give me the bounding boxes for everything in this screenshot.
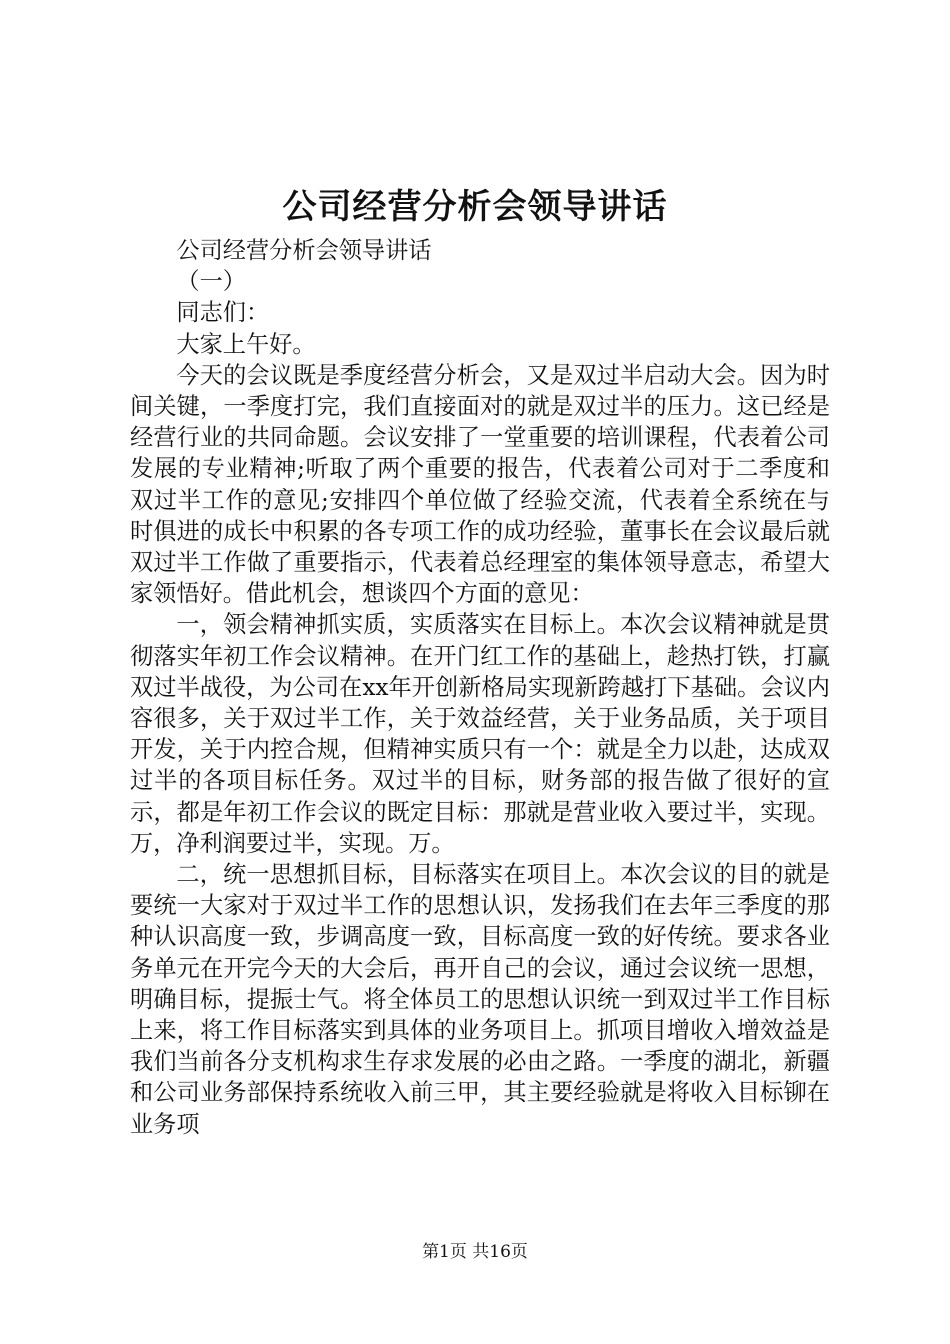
salutation-paragraph: 同志们：	[176, 299, 270, 327]
point-one-paragraph: 一，领会精神抓实质，实质落实在目标上。本次会议精神就是贯彻落实年初工作会议精神。在开门红工作的基础上，趁热打铁，打赢双过半战役，为公司在xx年开创新格局实现新跨越打下基础。会议内容很多，关于双过半工作，关于效益经营，关于业务品质，关于项目开发，关于内控合规，但精神实质只有一个：就是全力以赴，达成双过半的各项目标任务。双过半的目标，财务部的报告做了很好的宣示，都是年初工作会议的既定目标：那就是营业收入要过半，实现。万，净利润要过半，实现。万。	[130, 611, 830, 857]
section-number-paragraph: （一）	[176, 268, 246, 296]
subtitle-paragraph: 公司经营分析会领导讲话	[176, 237, 432, 264]
point-two-paragraph: 二，统一思想抓目标，目标落实在项目上。本次会议的目的就是要统一大家对于双过半工作的思想认识，发扬我们在去年三季度的那种认识高度一致，步调高度一致，目标高度一致的好传统。要求各业务单元在开完今天的大会后，再开自己的会议，通过会议统一思想，明确目标，提振士气。将全体员工的思想认识统一到双过半工作目标上来，将工作目标落实到具体的业务项目上。抓项目增收入增效益是我们当前各分支机构求生存求发展的必由之路。一季度的湖北，新疆和公司业务部保持系统收入前三甲，其主要经验就是将收入目标铆在业务项	[130, 861, 830, 1138]
intro-paragraph: 今天的会议既是季度经营分析会，又是双过半启动大会。因为时间关键，一季度打完，我们直接面对的就是双过半的压力。这已经是经营行业的共同命题。会议安排了一堂重要的培训课程，代表着公司发展的专业精神;听取了两个重要的报告，代表着公司对于二季度和双过半工作的意见;安排四个单位做了经验交流，代表着全系统在与时俱进的成长中积累的各专项工作的成功经验，董事长在会议最后就双过半工作做了重要指示，代表着总经理室的集体领导意志，希望大家领悟好。借此机会，想谈四个方面的意见：	[130, 361, 830, 608]
greeting-paragraph: 大家上午好。	[176, 330, 316, 358]
page-number-footer: 第1页 共16页	[422, 1242, 528, 1262]
document-title: 公司经营分析会领导讲话	[282, 187, 668, 227]
document-body	[130, 235, 830, 1140]
